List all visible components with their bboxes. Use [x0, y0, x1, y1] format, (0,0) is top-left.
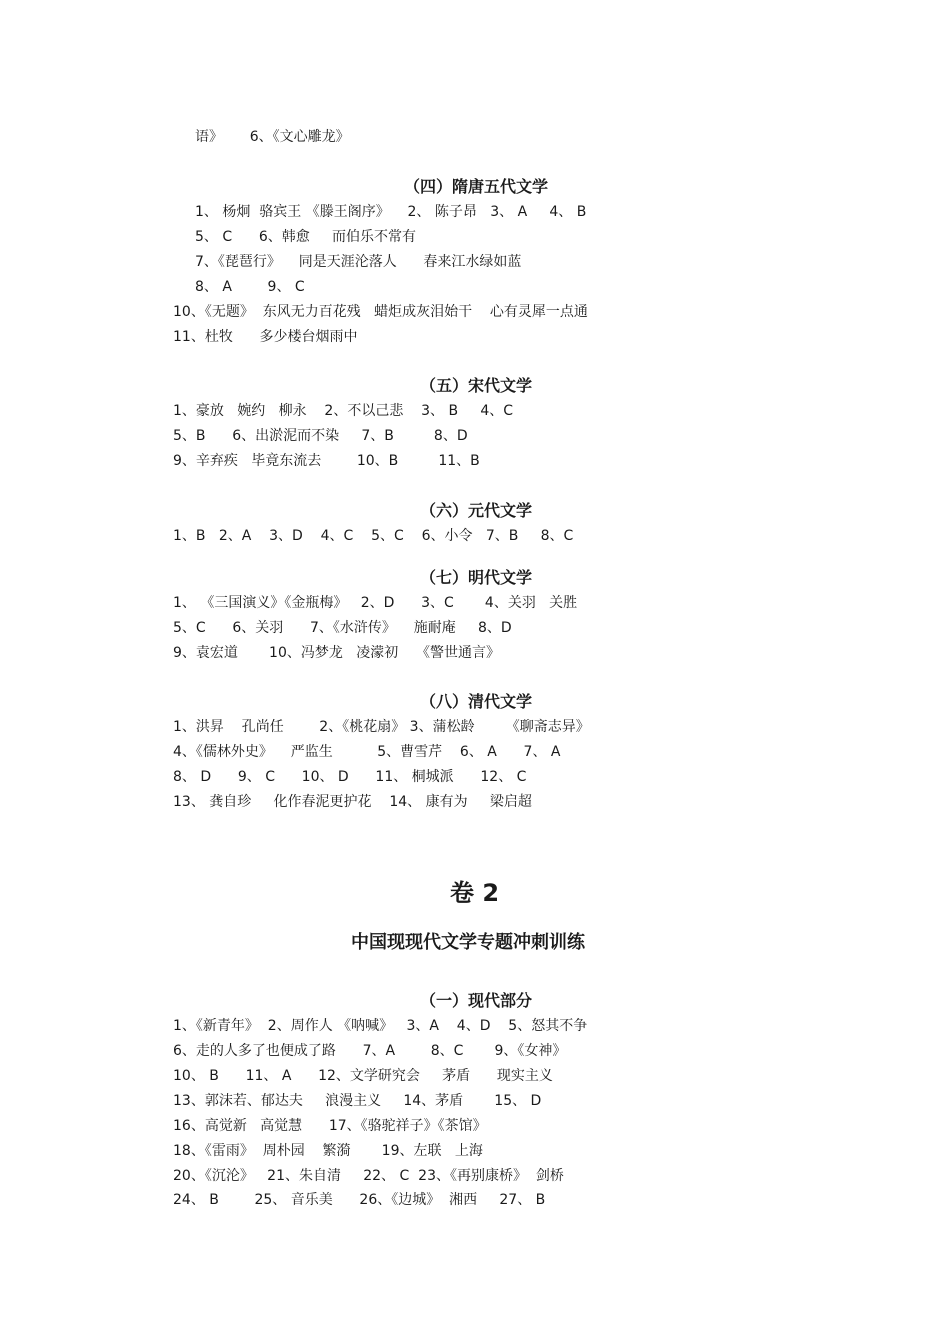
- answer-line: 5、B 6、出淤泥而不染 7、B 8、D: [173, 428, 468, 444]
- section-modern-heading: （一）现代部分: [420, 991, 533, 1010]
- answer-line: 7、《琵琶行》 同是天涯沦落人 春来江水绿如蓝: [195, 254, 522, 270]
- answer-line: 10、 B 11、 A 12、文学研究会 茅盾 现实主义: [173, 1068, 553, 1084]
- answer-line: 16、高觉新 高觉慧 17、《骆驼祥子》《茶馆》: [173, 1118, 487, 1134]
- answer-line: 18、《雷雨》 周朴园 繁漪 19、左联 上海: [173, 1143, 483, 1159]
- answer-line: 6、走的人多了也便成了路 7、A 8、C 9、《女神》: [173, 1043, 567, 1059]
- answer-line: 1、《新青年》 2、周作人 《呐喊》 3、A 4、D 5、怒其不争: [173, 1018, 588, 1034]
- answer-line: 1、B 2、A 3、D 4、C 5、C 6、小令 7、B 8、C: [173, 528, 574, 544]
- answer-line: 8、 D 9、 C 10、 D 11、 桐城派 12、 C: [173, 769, 527, 785]
- answer-line: 9、袁宏道 10、冯梦龙 凌濛初 《警世通言》: [173, 645, 501, 661]
- section-6-heading: （六）元代文学: [420, 501, 533, 520]
- answer-line: 4、《儒林外史》 严监生 5、曹雪芹 6、 A 7、 A: [173, 744, 561, 760]
- volume-title: 卷 2: [450, 879, 500, 907]
- answer-line: 5、 C 6、韩愈 而伯乐不常有: [195, 229, 416, 245]
- answer-line: 8、 A 9、 C: [195, 279, 305, 295]
- answer-line: 13、郭沫若、郁达夫 浪漫主义 14、茅盾 15、 D: [173, 1093, 542, 1109]
- section-4-heading: （四）隋唐五代文学: [404, 177, 549, 196]
- section-7-heading: （七）明代文学: [420, 568, 533, 587]
- answer-line: 20、《沉沦》 21、朱自清 22、 C 23、《再别康桥》 剑桥: [173, 1168, 564, 1184]
- answer-line: 1、 杨炯 骆宾王 《滕王阁序》 2、 陈子昂 3、 A 4、 B: [195, 204, 587, 220]
- answer-line: 11、杜牧 多少楼台烟雨中: [173, 329, 358, 345]
- continuation-line: 语》 6、《文心雕龙》: [195, 129, 350, 145]
- answer-line: 24、 B 25、 音乐美 26、《边城》 湘西 27、 B: [173, 1192, 546, 1208]
- section-8-heading: （八）清代文学: [420, 692, 533, 711]
- answer-line: 1、豪放 婉约 柳永 2、不以己悲 3、 B 4、C: [173, 403, 514, 419]
- answer-line: 1、 《三国演义》《金瓶梅》 2、D 3、C 4、关羽 关胜: [173, 595, 578, 611]
- answer-line: 9、辛弃疾 毕竟东流去 10、B 11、B: [173, 453, 480, 469]
- volume-subtitle: 中国现现代文学专题冲刺训练: [351, 932, 585, 953]
- answer-line: 1、洪昇 孔尚任 2、《桃花扇》 3、蒲松龄 《聊斋志异》: [173, 719, 590, 735]
- answer-line: 10、《无题》 东风无力百花残 蜡炬成灰泪始干 心有灵犀一点通: [173, 304, 588, 320]
- section-5-heading: （五）宋代文学: [420, 376, 533, 395]
- answer-line: 5、C 6、关羽 7、《水浒传》 施耐庵 8、D: [173, 620, 512, 636]
- answer-line: 13、 龚自珍 化作春泥更护花 14、 康有为 梁启超: [173, 794, 532, 810]
